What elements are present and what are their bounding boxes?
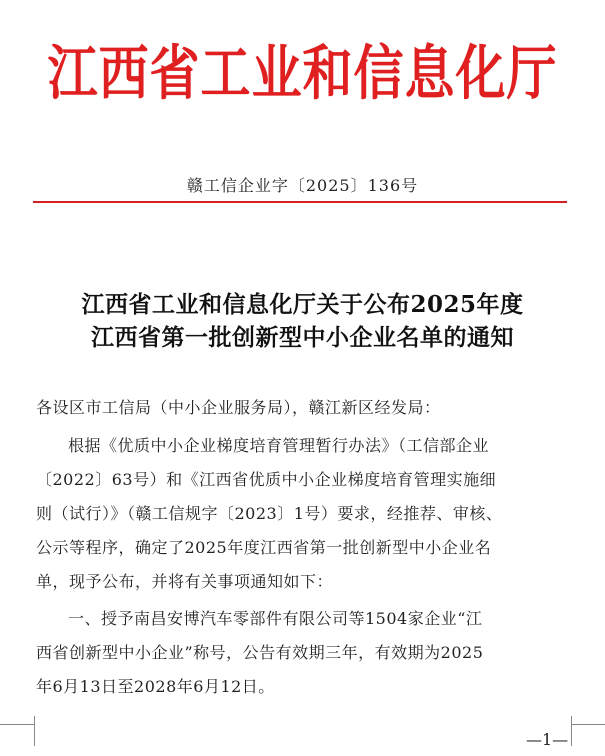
crop-mark-left-vertical [34,716,35,746]
paragraph-1-line: 〔2022〕63号）和《江西省优质中小企业梯度培育管理实施细 [36,470,497,489]
document-number: 赣工信企业字〔2025〕136号 [186,176,419,195]
paragraph-1-line: 单，现予公布，并将有关事项通知如下： [36,572,334,591]
red-divider-line [33,201,567,203]
paragraph-1-line: 则（试行）》（赣工信规字〔2023〕1号）要求，经推荐、审核、 [36,504,503,523]
paragraph-2-line: 一、授予南昌安博汽车零部件有限公司等1504家企业“江 [68,609,483,628]
notice-title-line-1: 江西省工业和信息化厅关于公布2025年度 [81,291,524,318]
crop-mark-right-horizontal [571,724,605,725]
header-title: 江西省工业和信息化厅 [47,38,558,108]
salutation: 各设区市工信局（中小企业服务局），赣江新区经发局： [36,398,441,417]
crop-mark-left-horizontal [0,724,34,725]
paragraph-1-line: 根据《优质中小企业梯度培育管理暂行办法》（工信部企业 [68,436,490,455]
crop-mark-right-vertical [571,716,572,746]
page-number: —1— [526,730,569,749]
paragraph-1-line: 公示等程序，确定了2025年度江西省第一批创新型中小企业名 [36,538,492,557]
notice-title-line-2: 江西省第一批创新型中小企业名单的通知 [91,324,514,351]
paragraph-2-line: 年6月13日至2028年6月12日。 [36,677,275,696]
paragraph-2-line: 西省创新型中小企业”称号，公告有效期三年，有效期为2025 [36,643,484,662]
